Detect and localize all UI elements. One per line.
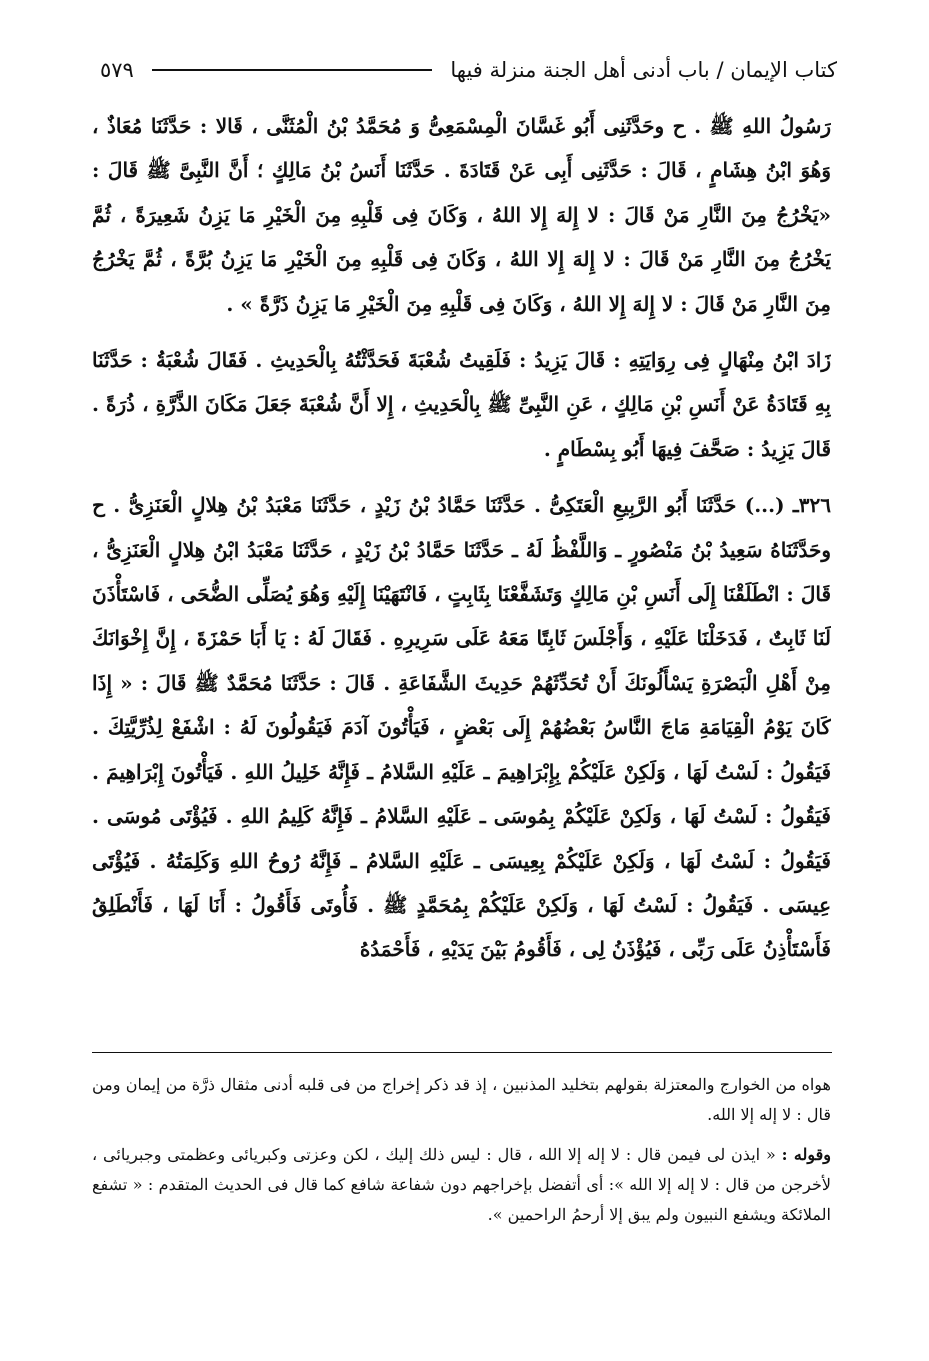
hadith-paragraph-2: زَادَ ابْنُ مِنْهَالٍ فِى رِوَايَتِهِ : قَالَ يَزِيدُ : فَلَقِيتُ شُعْبَةَ فَحَدَّثْتُهُ بِالْحَدِيثِ . فَقَالَ شُعْبَةُ : حَدَّثَنَا بِهِ قَتَادَةُ عَنْ أَنَسِ بْنِ مَالِكٍ ، عَنِ النَّبِىِّ ﷺ بِالْحَدِيثِ ، إِلا أَنَّ شُعْبَةَ جَعَلَ مَكَانَ الذَّرَّةِ ، ذُرَةً . قَالَ يَزِيدُ : صَحَّفَ فِيهَا أَبُو بِسْطَامٍ . bbox=[92, 348, 831, 461]
footnote-separator bbox=[92, 1052, 832, 1053]
footnotes bbox=[92, 1070, 831, 1340]
main-text bbox=[92, 104, 831, 1014]
running-header bbox=[100, 50, 837, 90]
hadith-paragraph-1: رَسُولُ اللهِ ﷺ . ح وحَدَّثَنِى أَبُو غَسَّانَ الْمِسْمَعِىُّ وَ مُحَمَّدُ بْنُ الْمُثَنَّى ، قَالا : حَدَّثَنَا مُعَاذٌ ، وَهُوَ ابْنُ هِشَامٍ ، قَالَ : حَدَّثَنِى أَبِى عَنْ قَتَادَةَ . حَدَّثَنَا أَنَسُ بْنُ مَالِكٍ ؛ أَنَّ النَّبِىَّ ﷺ قَالَ : «يَخْرُجُ مِنَ النَّارِ مَنْ قَالَ : لا إِلهَ إِلا اللهُ ، وَكَانَ فِى قَلْبِهِ مِنَ الْخَيْرِ مَا يَزِنُ شَعِيرَةً ، ثُمَّ يَخْرُجُ مِنَ النَّارِ مَنْ قَالَ : لا إِلهَ إِلا اللهُ ، وَكَانَ فِى قَلْبِهِ مِنَ الْخَيْرِ مَا يَزِنُ بُرَّةً ، ثُمَّ يَخْرُجُ مِنَ النَّارِ مَنْ قَالَ : لا إِلهَ إِلا اللهُ ، وَكَانَ فِى قَلْبِهِ مِنَ الْخَيْرِ مَا يَزِنُ ذَرَّةً » . bbox=[92, 114, 831, 316]
hadith-paragraph-3: ٣٢٦ـ (...) حَدَّثَنَا أَبُو الرَّبِيعِ الْعَتَكِىُّ . حَدَّثَنَا حَمَّادُ بْنُ زَيْدٍ ، حَدَّثَنَا مَعْبَدُ بْنُ هِلالٍ الْعَنَزِىُّ . ح وحَدَّثَنَاهُ سَعِيدُ بْنُ مَنْصُورٍ ـ وَاللَّفْظُ لَهُ ـ حَدَّثَنَا حَمَّادُ بْنُ زَيْدٍ ، حَدَّثَنَا مَعْبَدُ ابْنُ هِلالٍ الْعَنَزِىُّ ، قَالَ : انْطَلَقْنَا إِلَى أَنَسِ بْنِ مَالِكٍ وَتَشَفَّعْنَا بِثَابِتٍ ، فَانْتَهَيْنَا إِلَيْهِ وَهُوَ يُصَلِّى الضُّحَى ، فَاسْتَأْذَنَ لَنَا ثَابِتٌ ، فَدَخَلْنَا عَلَيْهِ ، وَأَجْلَسَ ثَابِتًا مَعَهُ عَلَى سَرِيرِهِ . فَقَالَ لَهُ : يَا أَبَا حَمْزَةَ ، إِنَّ إِخْوَانَكَ مِنْ أَهْلِ الْبَصْرَةِ يَسْأَلُونَكَ أَنْ تُحَدِّثَهُمْ حَدِيثَ الشَّفَاعَةِ . قَالَ : حَدَّثَنَا مُحَمَّدٌ ﷺ قَالَ : « إِذَا كَانَ يَوْمُ الْقِيَامَةِ مَاجَ النَّاسُ بَعْضُهُمْ إِلَى بَعْضٍ ، فَيَأْتُونَ آدَمَ فَيَقُولُونَ لَهُ : اشْفَعْ لِذُرِّيَّتِكَ . فَيَقُولُ : لَسْتُ لَهَا ، وَلَكِنْ عَلَيْكُمْ بِإِبْرَاهِيمَ ـ عَلَيْهِ السَّلامُ ـ فَإِنَّهُ خَلِيلُ اللهِ . فَيَأْتُونَ إِبْرَاهِيمَ . فَيَقُولُ : لَسْتُ لَهَا ، وَلَكِنْ عَلَيْكُمْ بِمُوسَى ـ عَلَيْهِ السَّلامُ ـ فَإِنَّهُ كَلِيمُ اللهِ . فَيُؤْتَى مُوسَى . فَيَقُولُ : لَسْتُ لَهَا ، وَلَكِنْ عَلَيْكُمْ بِعِيسَى ـ عَلَيْهِ السَّلامُ ـ فَإِنَّهُ رُوحُ اللهِ وَكَلِمَتُهُ . فَيُؤْتَى عِيسَى . فَيَقُولُ : لَسْتُ لَهَا ، وَلَكِنْ عَلَيْكُمْ بِمُحَمَّدٍ ﷺ . فَأُوتَى فَأَقُولُ : أَنَا لَهَا ، فَأَنْطَلِقُ فَأَسْتَأْذِنُ عَلَى رَبِّى ، فَيُؤْذَنُ لِى ، فَأَقُومُ بَيْنَ يَدَيْهِ ، فَأَحْمَدُهُ bbox=[92, 493, 831, 962]
header-rule bbox=[152, 69, 433, 71]
page-number: ٥٧٩ bbox=[100, 58, 134, 82]
footnote-2 bbox=[92, 1140, 831, 1230]
footnote-1: هواه من الخوارج والمعتزلة بقولهم بتخليد المذنبين ، إذ قد ذكر إخراج من فى قلبه أدنى مثقال ذرَّة من إيمان ومن قال : لا إله إلا الله. bbox=[92, 1075, 831, 1124]
header-title: كتاب الإيمان / باب أدنى أهل الجنة منزلة فيها bbox=[450, 58, 837, 82]
footnote-2-keyword: وقوله : bbox=[781, 1145, 831, 1164]
footnote-2-text: « ايذن لى فيمن قال : لا إله إلا الله ، قال : ليس ذلك إليك ، لكن وعزتى وكبريائى وعظمتى وجبريائى ، لأخرجن من قال : لا إله إلا الله »: أى أتفضل بإخراجهم دون شفاعة شافع كما قال فى الحديث المتقدم : « تشفع الملائكة ويشفع النبيون ولم يبق إلا أرحمُ الراحمين ». bbox=[92, 1145, 831, 1224]
